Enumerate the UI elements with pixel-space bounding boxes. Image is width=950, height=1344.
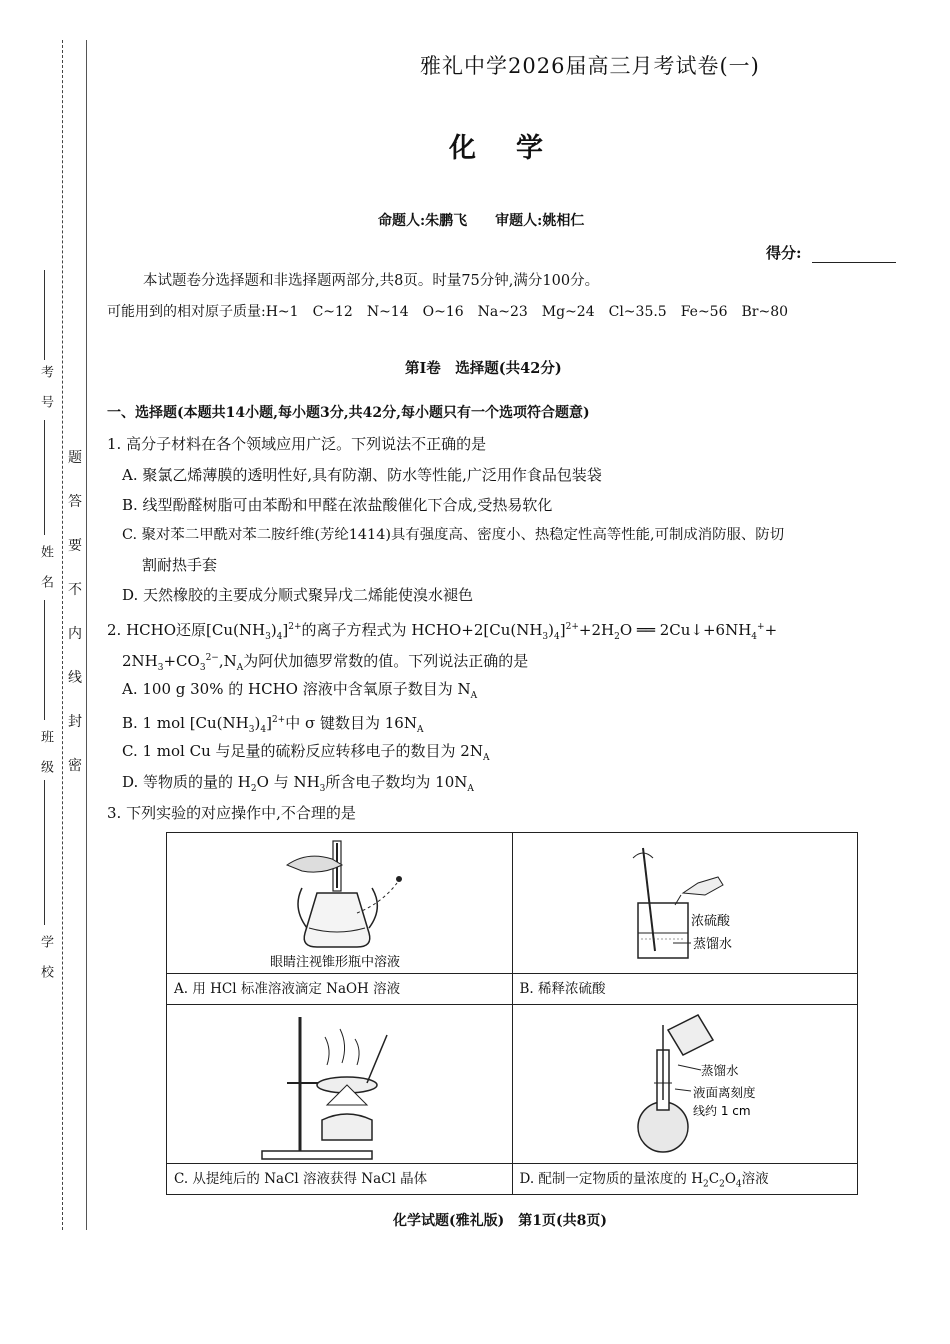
q2-stem: 2. HCHO还原$[Cu(NH_3)_4]^{2+}$的离子方程式为 $HCHO+2[Cu(NH_3)_4]^{2+}+2H_2O$ ══ $2Cu↓+6NH_4^++$ [107, 621, 778, 642]
figure-d-note-1: 蒸馏水 [700, 1063, 739, 1078]
page-footer: 化学试题(雅礼版) 第1页(共8页) [393, 1213, 607, 1229]
part-heading: 一、选择题(本题共14小题,每小题3分,共42分,每小题只有一个选项符合题意) [107, 405, 590, 421]
figure-b-note-2: 蒸馏水 [692, 937, 732, 952]
q1-stem: 1. 高分子材料在各个领域应用广泛。下列说法不正确的是 [107, 435, 487, 453]
binding-dashed-line [62, 40, 63, 1230]
seal-char: 要 [68, 538, 82, 554]
field-school-line [44, 780, 45, 925]
evaporation-illustration [167, 1005, 507, 1163]
figure-a-note: 眼睛注视锥形瓶中溶液 [270, 955, 401, 970]
field-class: 班 级 [38, 730, 53, 775]
q3-caption-c: C. 从提纯后的 NaCl 溶液获得 NaCl 晶体 [167, 1163, 512, 1194]
seal-char: 不 [68, 582, 82, 598]
q1-option-a: A. 聚氯乙烯薄膜的透明性好,具有防潮、防水等性能,广泛用作食品包装袋 [122, 466, 602, 484]
figure-b-note-1: 浓硫酸 [690, 914, 730, 929]
seal-char: 内 [68, 626, 82, 642]
section-title: 第Ⅰ卷 选择题(共42分) [405, 360, 562, 377]
seal-char: 密 [68, 758, 82, 774]
exam-title: 雅礼中学2026届高三月考试卷(一) [420, 54, 760, 78]
q2-option-d: D. 等物质的量的 $H_2O$ 与 $NH_3$所含电子数均为 $10N_A$ [122, 773, 474, 794]
q2-option-a: A. 100 g 30% 的 HCHO 溶液中含氧原子数目为 $N_A$ [122, 680, 478, 701]
binding-solid-line [86, 40, 87, 1230]
seal-char: 封 [68, 714, 82, 730]
q2-stem-cont: $2NH_3+CO_3^{2-},N_A$为阿伏加德罗常数的值。下列说法正确的是 [122, 652, 529, 673]
q1-option-d: D. 天然橡胶的主要成分顺式聚异戊二烯能使溴水褪色 [122, 586, 474, 604]
field-name: 姓 名 [38, 545, 53, 590]
subject-title: 化学 [449, 133, 583, 164]
dilution-illustration [513, 833, 859, 973]
figure-d-note-2: 液面离刻度 [692, 1085, 756, 1100]
q2-option-c: C. 1 mol Cu 与足量的硫粉反应转移电子的数目为 $2N_A$ [122, 742, 490, 763]
q3-figure-d [512, 1005, 858, 1195]
seal-char: 答 [68, 494, 82, 510]
q1-option-c-cont: 割耐热手套 [142, 556, 218, 574]
q3-caption-a: A. 用 HCl 标准溶液滴定 NaOH 溶液 [167, 973, 512, 1004]
intro-line-2: 可能用到的相对原子质量:H~1 C~12 N~14 O~16 Na~23 Mg~24 Cl~35.5 Fe~56 Br~80 [107, 304, 789, 320]
q1-option-c: C. 聚对苯二甲酰对苯二胺纤维(芳纶1414)具有强度高、密度小、热稳定性高等性能,可制成消防服、防切 [122, 527, 785, 543]
titration-illustration [167, 833, 507, 973]
q3-caption-b: B. 稀释浓硫酸 [513, 973, 858, 1004]
intro-line-1: 本试题卷分选择题和非选择题两部分,共8页。时量75分钟,满分100分。 [143, 273, 600, 289]
seal-char: 线 [68, 670, 82, 686]
field-school: 学 校 [38, 935, 53, 980]
q1-option-b: B. 线型酚醛树脂可由苯酚和甲醛在浓盐酸催化下合成,受热易软化 [122, 496, 553, 514]
authors: 命题人:朱鹏飞 审题人:姚相仁 [378, 213, 585, 229]
q2-option-b: B. 1 mol $[Cu(NH_3)_4]^{2+}$中 σ 键数目为 $16N_A$ [122, 714, 424, 735]
q3-caption-d: D. 配制一定物质的量浓度的 $H_2C_2O_4$溶液 [513, 1163, 858, 1194]
seal-char: 题 [68, 450, 82, 466]
field-id: 考 号 [38, 365, 53, 410]
score-blank[interactable] [812, 262, 896, 263]
field-class-line [44, 600, 45, 720]
q3-figure-b [512, 833, 858, 1005]
field-id-line [44, 270, 45, 360]
q3-figure-c [167, 1005, 513, 1195]
field-name-line [44, 420, 45, 535]
q3-stem: 3. 下列实验的对应操作中,不合理的是 [107, 804, 356, 822]
score-label: 得分: [766, 244, 802, 262]
figure-d-note-3: 线约 1 cm [692, 1104, 751, 1118]
q3-figure-a [167, 833, 513, 1005]
q3-experiment-table [166, 832, 858, 1195]
volumetric-flask-illustration [513, 1005, 859, 1163]
